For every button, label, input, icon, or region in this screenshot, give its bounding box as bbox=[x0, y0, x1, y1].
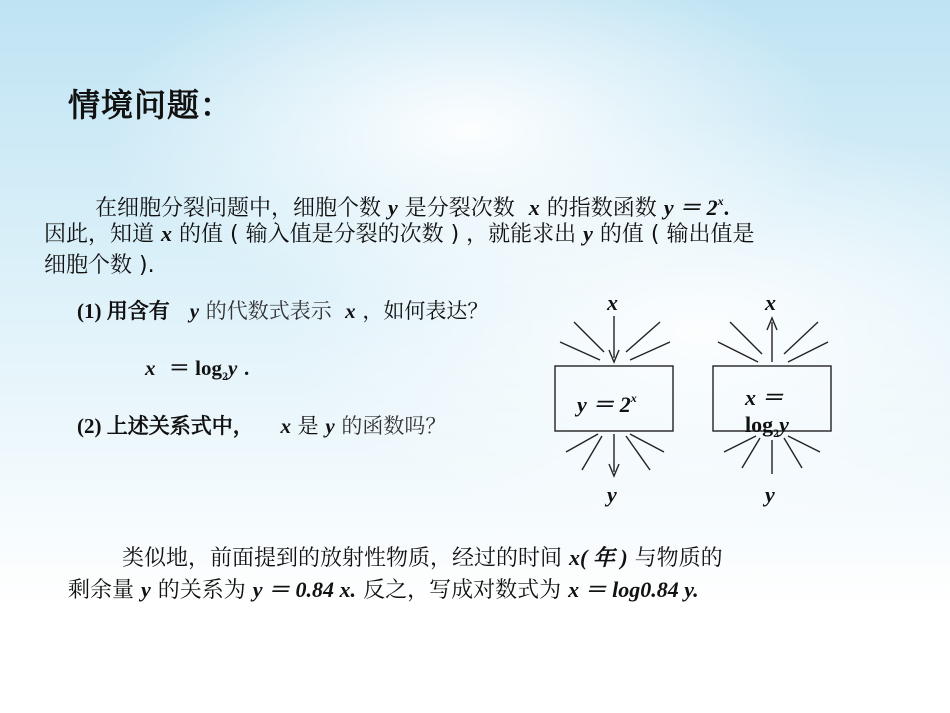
left-box-formula bbox=[577, 388, 637, 419]
log-base: 2 bbox=[221, 369, 228, 383]
question-text: 的代数式表示 bbox=[205, 299, 332, 323]
box-formula: x ＝ bbox=[745, 385, 784, 410]
var-x: x bbox=[161, 221, 173, 246]
var-y: y bbox=[583, 221, 593, 246]
left-in-ray bbox=[630, 342, 670, 360]
formula-exp: y ＝ 2 bbox=[663, 195, 718, 220]
closing-text: 反之，写成对数式为 bbox=[363, 578, 562, 603]
closing-text: 类似地，前面提到的放射性物质，经过的时间 bbox=[122, 546, 563, 571]
intro-text: 在细胞分裂问题中，细胞个数 bbox=[95, 196, 382, 221]
right-box-formula-line2 bbox=[745, 412, 789, 441]
question-text: 是 bbox=[297, 414, 319, 438]
right-in-ray bbox=[788, 436, 820, 452]
closing-line-2 bbox=[68, 574, 699, 606]
question-text: ，如何表达？ bbox=[362, 299, 489, 323]
formula-exponent: x bbox=[717, 194, 724, 208]
var-x: x bbox=[528, 195, 540, 220]
right-out-ray bbox=[718, 342, 758, 362]
answer-log: ＝ log bbox=[168, 356, 222, 380]
var-y: y bbox=[325, 414, 335, 438]
box-var-y: y bbox=[779, 412, 789, 437]
left-out-ray bbox=[626, 436, 650, 470]
answer-dot: . bbox=[243, 356, 250, 380]
left-in-ray bbox=[574, 322, 604, 352]
closing-line-1 bbox=[122, 542, 723, 574]
formula-end: . bbox=[723, 195, 730, 220]
right-in-ray bbox=[784, 438, 802, 468]
var-x: x bbox=[280, 414, 291, 438]
box-log-base: 2 bbox=[773, 426, 780, 440]
right-box-formula-line1 bbox=[745, 381, 784, 412]
var-y: y bbox=[189, 299, 200, 323]
intro-text: 是分裂次数 bbox=[404, 196, 515, 221]
left-out-ray bbox=[566, 434, 598, 452]
intro-text: 的指数函数 bbox=[546, 196, 657, 221]
time-var: x( 年 ) bbox=[569, 545, 628, 570]
question-label: (1) 用含有 bbox=[77, 299, 170, 323]
right-in-ray bbox=[742, 438, 760, 468]
var-y: y bbox=[388, 195, 398, 220]
right-output-label: y bbox=[765, 482, 775, 507]
left-in-ray bbox=[560, 342, 600, 360]
log-relation: x ＝ log0.84 y. bbox=[568, 577, 699, 602]
closing-text: 与物质的 bbox=[634, 546, 723, 571]
question-text: 的函数吗？ bbox=[341, 414, 447, 438]
right-input-label: x bbox=[765, 290, 776, 315]
left-output-label: y bbox=[607, 482, 617, 507]
exp-relation: y ＝ 0.84 x. bbox=[252, 577, 357, 602]
intro-text: 的值 ( 输出值是 bbox=[599, 222, 755, 247]
intro-text: 的值 ( 输入值是分裂的次数 ) ，就能求出 bbox=[179, 222, 577, 247]
closing-text: 的关系为 bbox=[157, 578, 246, 603]
var-y: y bbox=[227, 356, 238, 380]
page-title: 情境问题： bbox=[68, 86, 234, 124]
question-label: (2) 上述关系式中， bbox=[77, 414, 254, 438]
intro-text: 细胞个数 ). bbox=[44, 253, 155, 278]
var-x: x bbox=[145, 356, 156, 380]
var-x: x bbox=[345, 299, 356, 323]
box-formula: y ＝ 2 bbox=[577, 392, 631, 417]
box-exponent: x bbox=[630, 391, 637, 405]
intro-text: 因此，知道 bbox=[44, 222, 155, 247]
left-input-label: x bbox=[607, 290, 618, 315]
var-y: y bbox=[141, 577, 151, 602]
box-log: log bbox=[745, 412, 774, 437]
right-out-ray bbox=[730, 322, 762, 354]
left-in-ray bbox=[626, 322, 660, 352]
closing-text: 剩余量 bbox=[68, 578, 135, 603]
